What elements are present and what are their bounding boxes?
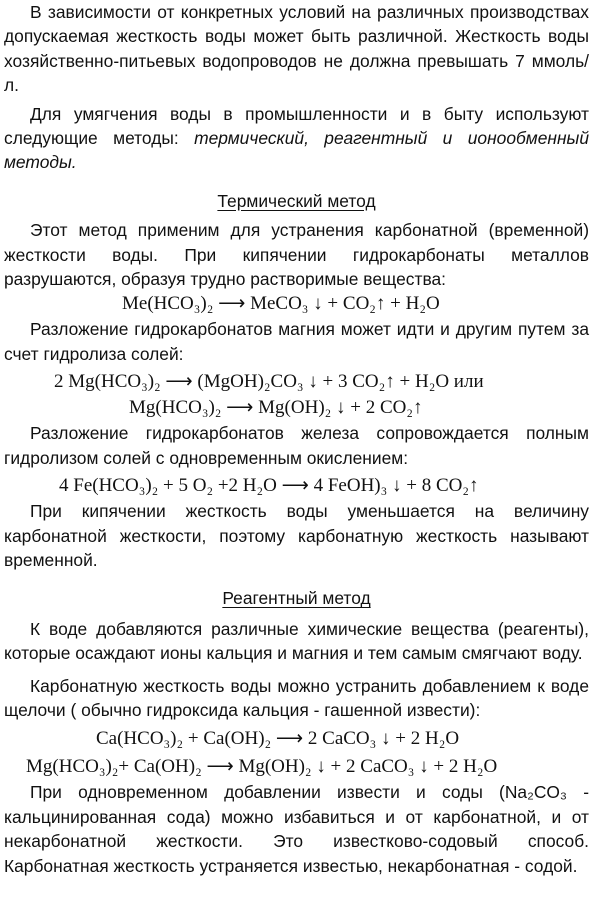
intro-paragraph-2 (4, 102, 589, 175)
equation-2: 2 Mg(HCO₃)₂ ⟶ (MgOH)₂CO₃ ↓ + 3 CO₂↑ + H₂O или (54, 371, 484, 393)
thermal-paragraph-1: Этот метод применим для устранения карбонатной (временной) жесткости воды. При кипячении гидрокарбонаты металлов разрушаются, образуя трудно растворимые вещества: (4, 220, 589, 290)
thermal-method-heading: Термический метод (217, 190, 376, 211)
equation-4: 4 Fe(HCO₃)₂ + 5 O₂ +2 H₂O ⟶ 4 FeOH)₃ ↓ + 8 CO₂↑ (59, 475, 479, 497)
thermal-paragraph-4: При кипячении жесткость воды уменьшается на величину карбонатной жесткости, поэтому карбонатную жесткость называют временной. (4, 501, 589, 570)
methods-list: термический, реагентный и ионообменный методы. (4, 128, 589, 173)
intro-paragraph-2-text: Для умягчения воды в промышленности и в быту используют следующие методы: (4, 103, 589, 149)
thermal-paragraph-3: Разложение гидрокарбонатов железа сопровождается полным гидролизом солей с одновременным окислением: (4, 423, 589, 468)
reagent-paragraph-1: К воде добавляются различные химические вещества (реагенты), которые осаждают ионы кальция и магния и тем самым смягчают воду. (4, 618, 589, 664)
reagent-paragraph-2: Карбонатную жесткость воды можно устранить добавлением к воде щелочи ( обычно гидроксида кальция - гашенной извести): (4, 675, 589, 720)
equation-6: Mg(HCO₃)₂+ Ca(OH)₂ ⟶ Mg(OH)₂ ↓ + 2 CaCO₃ ↓ + 2 H₂O (26, 756, 498, 778)
thermal-paragraph-2: Разложение гидрокарбонатов магния может идти и другим путем за счет гидролиза солей: (4, 319, 589, 364)
reagent-paragraph-3: При одновременном добавлении извести и соды (Na₂CO₃ - кальцинированная сода) можно избавиться и от карбонатной, и от некарбонатной жесткости. Это известково-содовый способ. Карбонатная жесткость устраняется известью, некарбонатная - содой. (4, 782, 589, 876)
equation-1: Me(HCO₃)₂ ⟶ MeCO₃ ↓ + CO₂↑ + H₂O (122, 293, 440, 315)
intro-paragraph-1: В зависимости от конкретных условий на различных производствах допускаемая жесткость воды может быть различной. Жесткость воды хозяйственно-питьевых водопроводов не должна превышать 7 ммоль/л. (4, 2, 589, 96)
equation-3: Mg(HCO₃)₂ ⟶ Mg(OH)₂ ↓ + 2 CO₂↑ (129, 397, 423, 419)
equation-5: Ca(HCO₃)₂ + Ca(OH)₂ ⟶ 2 CaCO₃ ↓ + 2 H₂O (96, 728, 460, 750)
reagent-method-heading: Реагентный метод (222, 588, 371, 609)
